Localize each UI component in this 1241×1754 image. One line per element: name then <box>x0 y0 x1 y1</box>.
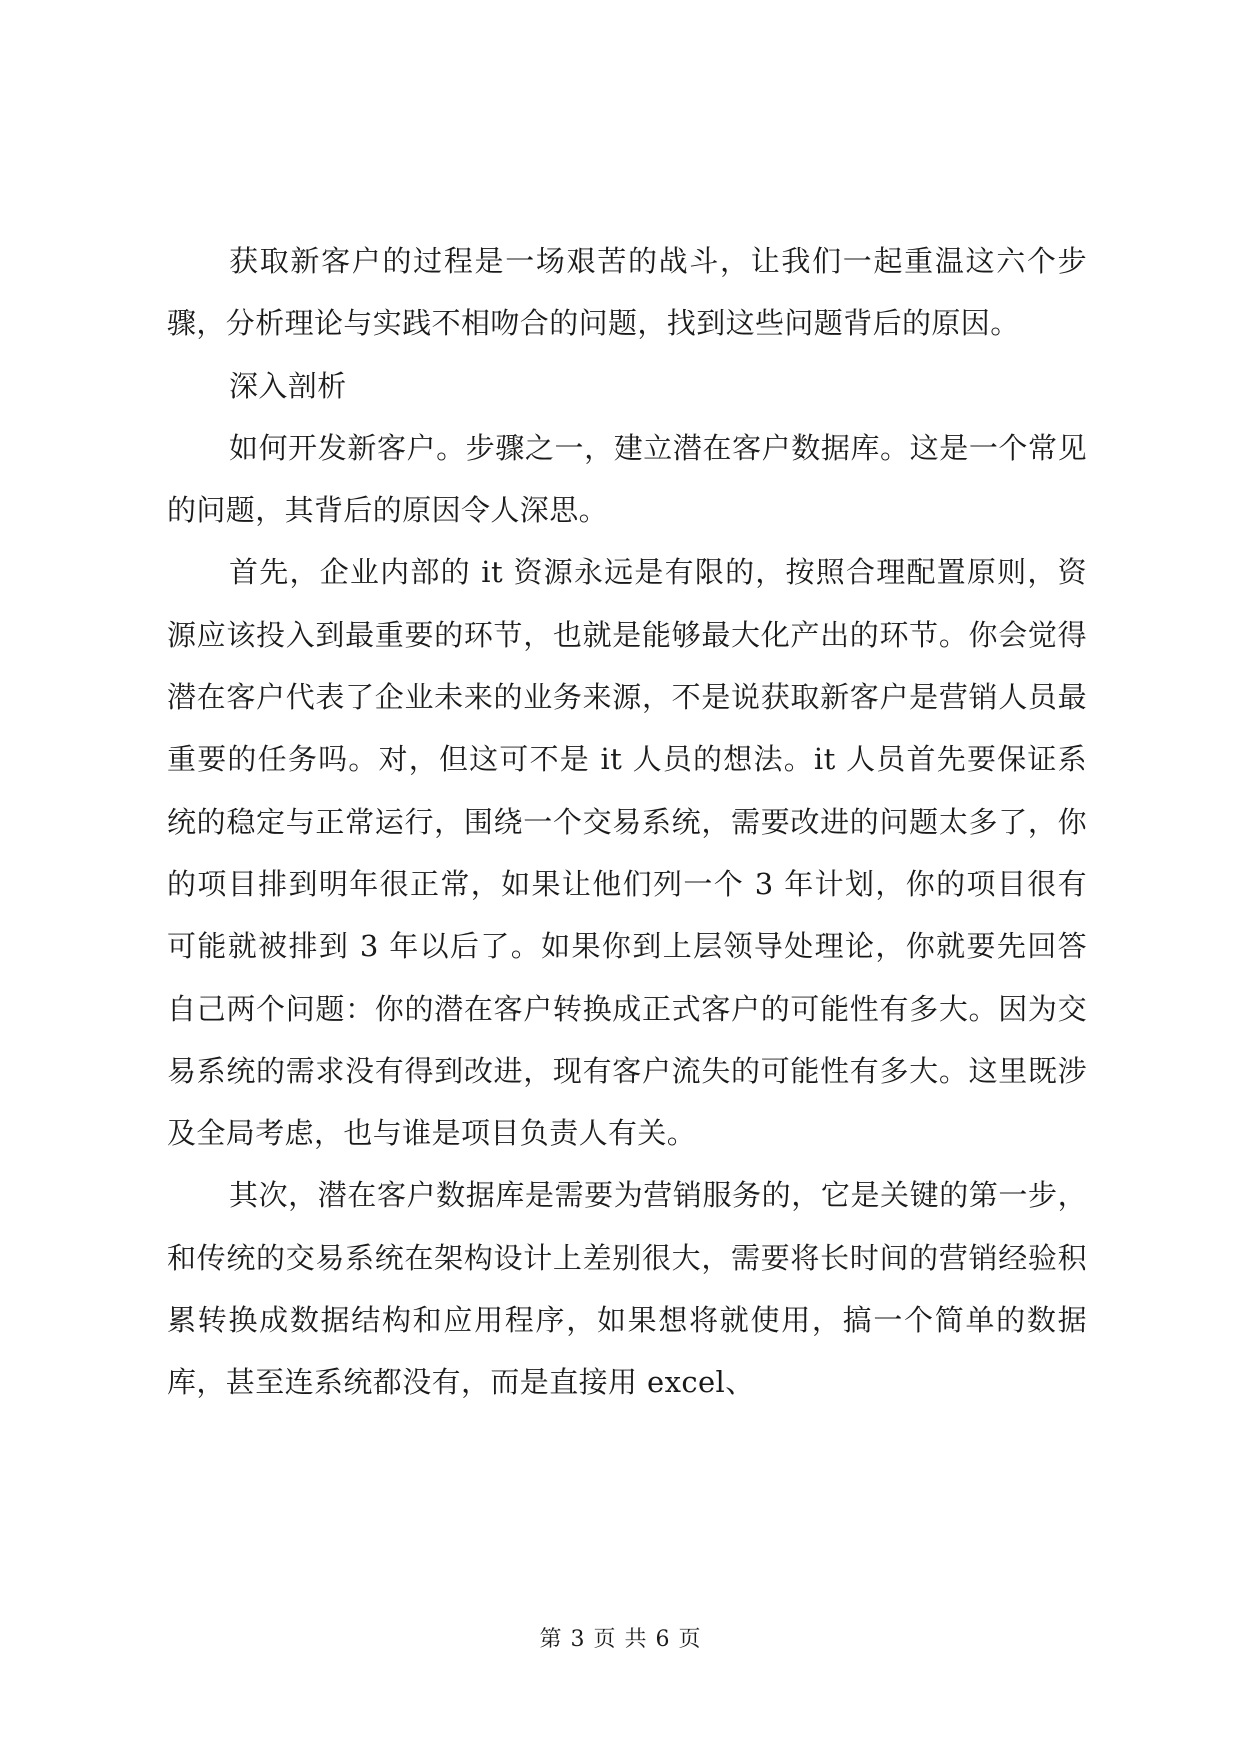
section-heading: 深入剖析 <box>229 368 347 403</box>
document-body <box>167 230 1087 1414</box>
paragraph-first-reason: 首先，企业内部的 it 资源永远是有限的，按照合理配置原则，资源应该投入到最重要的环节，也就是能够最大化产出的环节。你会觉得潜在客户代表了企业未来的业务来源，不是说获取新客户是营销人员最重要的任务吗。对，但这可不是 it 人员的想法。it 人员首先要保证系统的稳定与正常运行，围绕一个交易系统，需要改进的问题太多了，你的项目排到明年很正常，如果让他们列一个 3 年计划，你的项目很有可能就被排到 3 年以后了。如果你到上层领导处理论，你就要先回答自己两个问题：你的潜在客户转换成正式客户的可能性有多大。因为交易系统的需求没有得到改进，现有客户流失的可能性有多大。这里既涉及全局考虑，也与谁是项目负责人有关。 <box>167 555 1087 1151</box>
page-number-footer: 第 3 页 共 6 页 <box>539 1627 702 1652</box>
paragraph-step-one: 如何开发新客户。步骤之一，建立潜在客户数据库。这是一个常见的问题，其背后的原因令人深思。 <box>167 430 1087 528</box>
paragraph-second-reason: 其次，潜在客户数据库是需要为营销服务的，它是关键的第一步，和传统的交易系统在架构设计上差别很大，需要将长时间的营销经验积累转换成数据结构和应用程序，如果想将就使用，搞一个简单的数据库，甚至连系统都没有，而是直接用 excel、 <box>167 1178 1087 1400</box>
paragraph-intro: 获取新客户的过程是一场艰苦的战斗，让我们一起重温这六个步骤，分析理论与实践不相吻合的问题，找到这些问题背后的原因。 <box>167 244 1087 341</box>
